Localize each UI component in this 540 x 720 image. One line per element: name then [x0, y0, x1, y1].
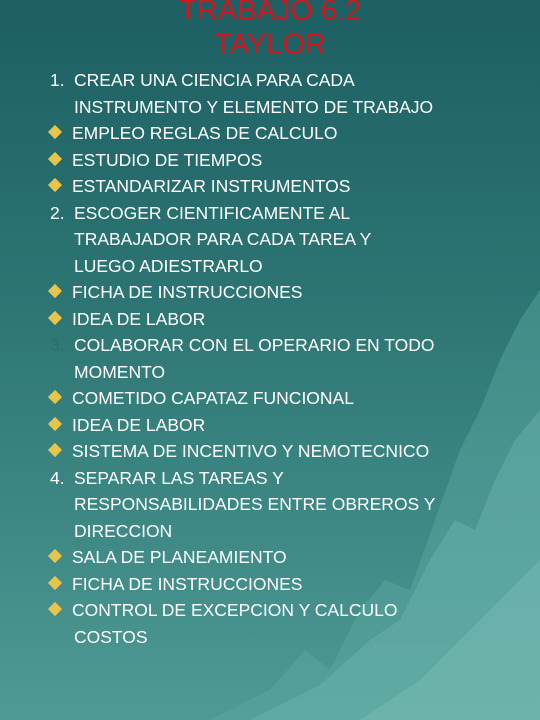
list-item [50, 465, 520, 545]
item-line: ESCOGER CIENTIFICAMENTE AL [74, 202, 351, 223]
diamond-bullet-icon [48, 178, 62, 192]
bullet-item [50, 173, 520, 200]
bullet-text: FICHA DE INSTRUCCIONES [72, 282, 303, 302]
item-line: DIRECCION [74, 520, 173, 541]
bullet-item [50, 597, 520, 624]
list-item [50, 200, 520, 280]
diamond-bullet-icon [48, 602, 62, 616]
bullet-item [50, 438, 520, 465]
bullet-text: FICHA DE INSTRUCCIONES [72, 573, 303, 594]
bullet-text: EMPLEO REGLAS DE CALCULO [72, 123, 338, 143]
item-number: 4. [50, 467, 65, 488]
bullet-item [50, 571, 520, 598]
diamond-bullet-icon [48, 390, 62, 404]
item-line: INSTRUMENTO Y ELEMENTO DE TRABAJO [74, 96, 434, 117]
bullet-text: COMETIDO CAPATAZ FUNCIONAL [72, 388, 354, 408]
item-line: RESPONSABILIDADES ENTRE OBREROS Y [74, 494, 436, 514]
bullet-item [50, 385, 520, 412]
bullet-text: IDEA DE LABOR [72, 308, 206, 329]
bullet-text: IDEA DE LABOR [72, 414, 206, 435]
diamond-bullet-icon [48, 310, 62, 324]
diamond-bullet-icon [48, 416, 62, 430]
diamond-bullet-icon [48, 284, 62, 298]
bullet-text: CONTROL DE EXCEPCION Y CALCULO [72, 600, 398, 620]
slide-title [0, 0, 540, 62]
diamond-bullet-icon [48, 151, 62, 165]
diamond-bullet-icon [48, 575, 62, 589]
bullet-item [50, 412, 520, 439]
item-line: COSTOS [74, 626, 148, 647]
bullet-item [50, 306, 520, 333]
item-line: CREAR UNA CIENCIA PARA CADA [74, 70, 355, 90]
item-line: TRABAJADOR PARA CADA TAREA Y [74, 229, 372, 249]
item-line: SEPARAR LAS TAREAS Y [74, 467, 284, 488]
title-line-2: TAYLOR [214, 29, 326, 61]
list-item [50, 332, 520, 385]
item-line: COLABORAR CON EL OPERARIO EN TODO [74, 335, 435, 355]
content-list [50, 67, 520, 650]
item-number: 1. [50, 70, 65, 90]
title-line-1: TRABAJO 6.2 [178, 0, 362, 27]
list-item [50, 67, 520, 120]
bullet-text: ESTANDARIZAR INSTRUMENTOS [72, 176, 351, 196]
bullet-item [50, 279, 520, 306]
item-number: 2. [50, 202, 65, 223]
bullet-text: ESTUDIO DE TIEMPOS [72, 149, 263, 170]
bullet-item [50, 147, 520, 174]
list-item-continuation [50, 624, 520, 651]
item-line: MOMENTO [74, 361, 166, 382]
bullet-item [50, 120, 520, 147]
item-line: LUEGO ADIESTRARLO [74, 255, 263, 276]
bullet-text: SALA DE PLANEAMIENTO [72, 547, 287, 567]
item-number: 3. [50, 335, 65, 355]
diamond-bullet-icon [48, 549, 62, 563]
bullet-text: SISTEMA DE INCENTIVO Y NEMOTECNICO [72, 441, 430, 461]
bullet-item [50, 544, 520, 571]
diamond-bullet-icon [48, 125, 62, 139]
diamond-bullet-icon [48, 443, 62, 457]
